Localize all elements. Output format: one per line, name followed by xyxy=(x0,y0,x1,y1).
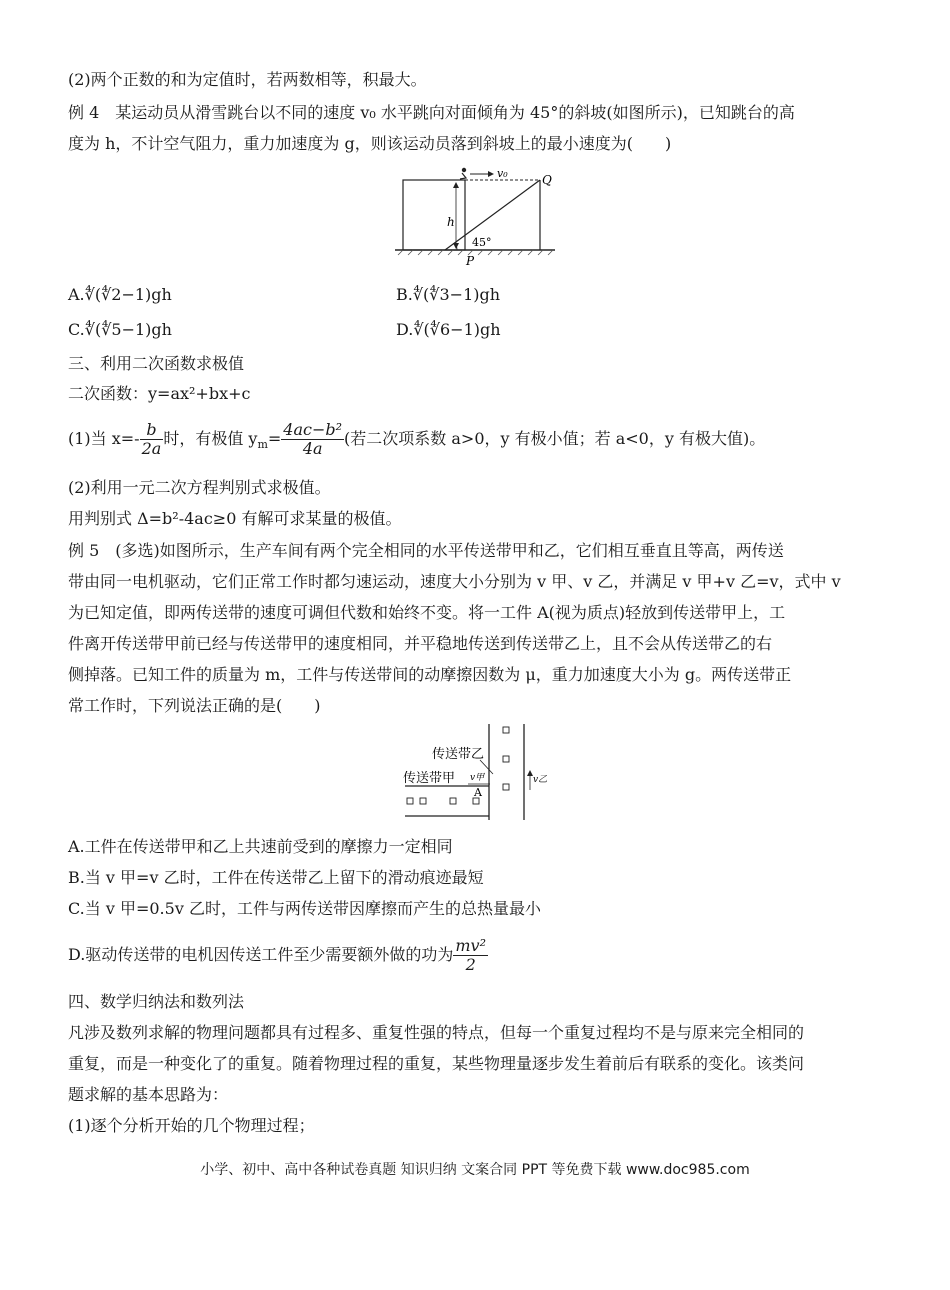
example4-line2: 度为 h，不计空气阻力，重力加速度为 g，则该运动员落到斜坡上的最小速度为( ) xyxy=(68,134,672,153)
discriminant-line2: 用判别式 Δ=b²-4ac≥0 有解可求某量的极值。 xyxy=(68,509,402,528)
example4-option-b: B.∜(∜3−1)gh xyxy=(396,285,501,304)
example5-line1: 例 5 (多选)如图所示，生产车间有两个完全相同的水平传送带甲和乙，它们相互垂直且等高，两传送 xyxy=(68,541,784,560)
section3-title: 三、利用二次函数求极值 xyxy=(68,354,245,373)
fraction-denominator: 2a xyxy=(141,439,162,458)
example5-line2: 带由同一电机驱动，它们正常工作时都匀速运动，速度大小分别为 v 甲、v 乙，并满足 v 甲+v 乙=v，式中 v xyxy=(68,572,841,591)
text-condition: (若二次项系数 a>0，y 有极小值；若 a<0，y 有极大值)。 xyxy=(344,429,766,448)
text-extreme: 时，有极值 y xyxy=(163,429,258,448)
example4-option-d: D.∜(∜6−1)gh xyxy=(396,320,501,339)
conveyor-belt-figure xyxy=(400,722,555,822)
paragraph-equal-product: (2)两个正数的和为定值时，若两数相等，积最大。 xyxy=(68,70,427,89)
fraction-numerator: mv² xyxy=(455,936,486,955)
option-d-text: D.驱动传送带的电机因传送工件至少需要额外做的功为 xyxy=(68,945,454,964)
section4-line4: (1)逐个分析开始的几个物理过程； xyxy=(68,1116,315,1135)
section4-line3: 题求解的基本思路为： xyxy=(68,1085,229,1104)
fraction-numerator: b xyxy=(140,421,164,440)
fraction-extreme-value xyxy=(281,421,344,458)
section4-title: 四、数学归纳法和数列法 xyxy=(68,992,245,1011)
example4-line1: 例 4 某运动员从滑雪跳台以不同的速度 v₀ 水平跳向对面倾角为 45°的斜坡(如图所示)，已知跳台的高 xyxy=(68,103,795,122)
quadratic-function: 二次函数：y=ax²+bx+c xyxy=(68,384,251,403)
example5-line4: 件离开传送带甲前已经与传送带甲的速度相同，并平稳地传送到传送带乙上，且不会从传送带乙的右 xyxy=(68,634,773,653)
workpiece-a-label: A xyxy=(474,786,482,799)
quadratic-extreme-line xyxy=(68,414,765,464)
example5-line3: 为已知定值，即两传送带的速度可调但代数和始终不变。将一工件 A(视为质点)轻放到传送带甲上，工 xyxy=(68,603,786,622)
section4-line2: 重复，而是一种变化了的重复。随着物理过程的重复，某些物理量逐步发生着前后有联系的变化。该类问 xyxy=(68,1054,805,1073)
height-h-label: h xyxy=(447,215,455,229)
example5-option-c: C.当 v 甲=0.5v 乙时，工件与两传送带因摩擦而产生的总热量最小 xyxy=(68,899,541,918)
example5-option-d xyxy=(68,930,488,980)
point-p-label: P xyxy=(466,254,475,268)
example4-option-c: C.∜(∜5−1)gh xyxy=(68,320,172,339)
example4-option-a: A.∜(∜2−1)gh xyxy=(68,285,172,304)
equals-sign: = xyxy=(267,429,282,448)
example5-option-b: B.当 v 甲=v 乙时，工件在传送带乙上留下的滑动痕迹最短 xyxy=(68,868,484,887)
fraction-b-over-2a xyxy=(140,421,164,458)
v0-label: v₀ xyxy=(497,167,508,180)
point-q-label: Q xyxy=(542,173,552,187)
fraction-denominator: 4a xyxy=(302,439,323,458)
fraction-denominator: 2 xyxy=(465,955,476,974)
page-footer: 小学、初中、高中各种试卷真题 知识归纳 文案合同 PPT 等免费下载 www.doc985.com xyxy=(200,1162,750,1178)
fraction-mv2-over-2 xyxy=(453,937,488,974)
v-a-label: v甲 xyxy=(470,773,485,783)
belt-a-label: 传送带甲 xyxy=(403,771,456,786)
ski-jump-figure xyxy=(390,163,560,268)
angle-label: 45° xyxy=(472,236,492,249)
example5-line5: 侧掉落。已知工件的质量为 m，工件与传送带间的动摩擦因数为 μ，重力加速度大小为 g。两传送带正 xyxy=(68,665,792,684)
subscript-m: m xyxy=(257,438,268,452)
fraction-numerator: 4ac−b² xyxy=(283,420,343,439)
discriminant-line1: (2)利用一元二次方程判别式求极值。 xyxy=(68,478,331,497)
example5-line6: 常工作时，下列说法正确的是( ) xyxy=(68,696,321,715)
example5-option-a: A.工件在传送带甲和乙上共速前受到的摩擦力一定相同 xyxy=(68,837,453,856)
v-b-label: v乙 xyxy=(533,775,548,785)
text-when-x: (1)当 x=- xyxy=(68,429,140,448)
section4-line1: 凡涉及数列求解的物理问题都具有过程多、重复性强的特点，但每一个重复过程均不是与原来完全相同的 xyxy=(68,1023,805,1042)
belt-b-label: 传送带乙 xyxy=(432,747,485,762)
